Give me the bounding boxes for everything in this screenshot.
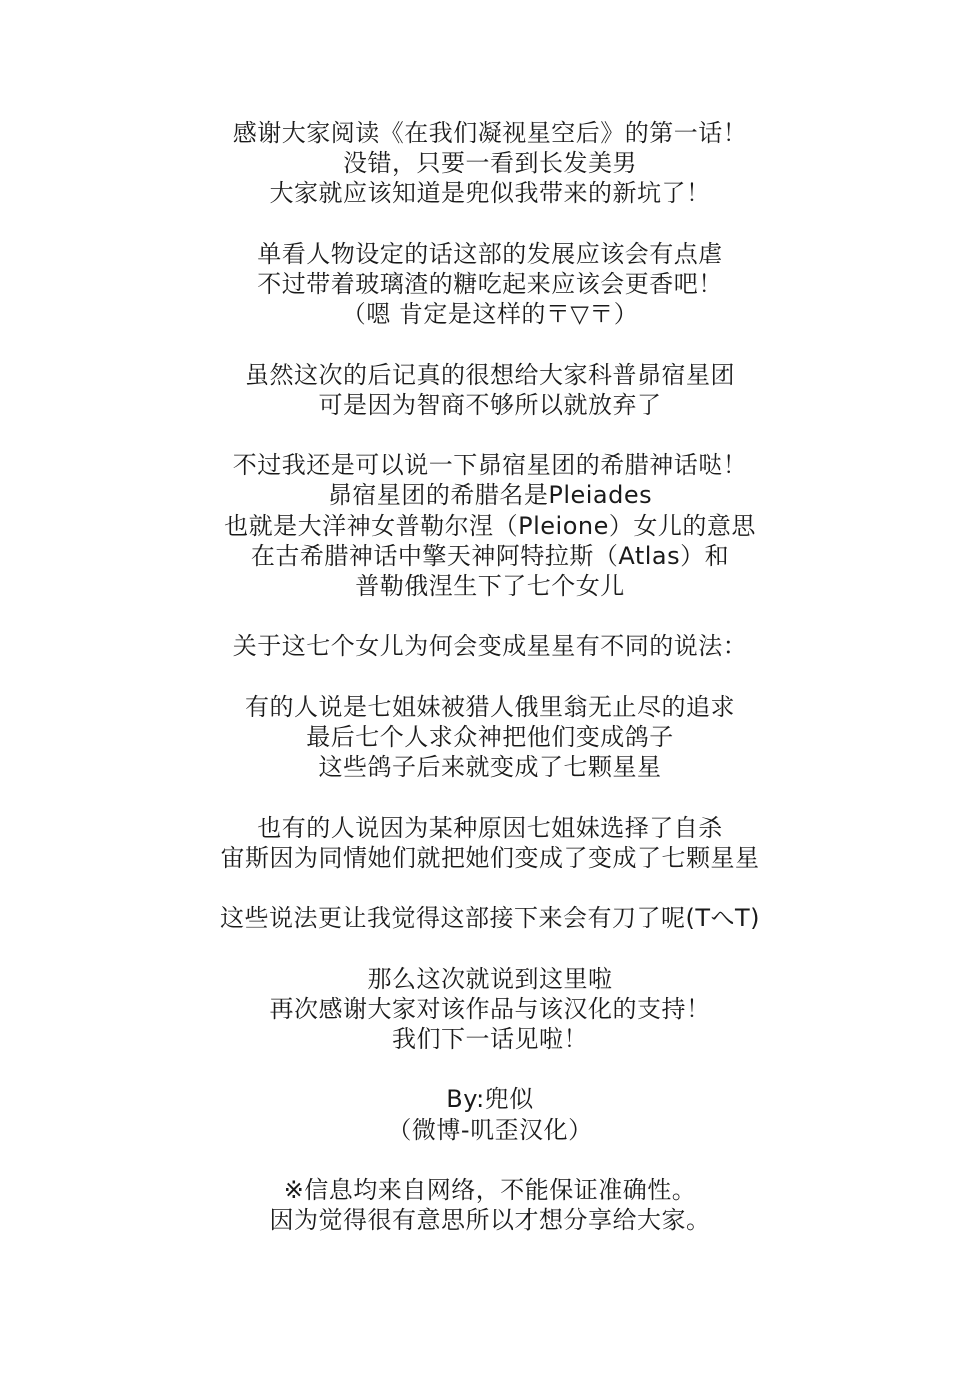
- zeus-version-paragraph: [0, 813, 980, 873]
- text-line: 因为觉得很有意思所以才想分享给大家。: [269, 1206, 711, 1235]
- text-line: 再次感谢大家对该作品与该汉化的支持！: [269, 994, 711, 1023]
- text-line: 没错，只要一看到长发美男: [343, 149, 637, 178]
- closing-paragraph: [0, 964, 980, 1055]
- text-line: 不过我还是可以说一下昴宿星团的希腊神话哒！: [232, 451, 748, 480]
- text-line: 感谢大家阅读《在我们凝视星空后》的第一话！: [232, 119, 748, 147]
- disclaimer-paragraph: [0, 1175, 980, 1235]
- text-line: 在古希腊神话中擎天神阿特拉斯（Atlas）和: [250, 541, 730, 570]
- text-line: 关于这七个女儿为何会变成星星有不同的说法：: [232, 632, 748, 661]
- pigeon-version-paragraph: [0, 692, 980, 783]
- text-line: 有的人说是七姐妹被猎人俄里翁无止尽的追求: [245, 692, 735, 721]
- text-line: 大家就应该知道是兜似我带来的新坑了！: [269, 179, 711, 208]
- comment-paragraph: [0, 903, 980, 933]
- text-line: 宙斯因为同情她们就把她们变成了变成了七颗星星: [220, 843, 760, 872]
- text-line: 这些鸽子后来就变成了七颗星星: [318, 753, 662, 782]
- thanks-paragraph: [0, 118, 980, 209]
- text-line: 可是因为智商不够所以就放弃了: [318, 390, 662, 419]
- text-line: 普勒俄涅生下了七个女儿: [355, 572, 625, 600]
- text-line: 也有的人说因为某种原因七姐妹选择了自杀: [257, 813, 723, 842]
- question-paragraph: [0, 631, 980, 661]
- text-line: ※信息均来自网络，不能保证准确性。: [283, 1175, 697, 1204]
- text-line: 昴宿星团的希腊名是Pleiades: [327, 481, 653, 510]
- text-line: 也就是大洋神女普勒尔涅（Pleione）女儿的意思: [224, 511, 756, 540]
- text-line: 单看人物设定的话这部的发展应该会有点虐: [257, 239, 723, 268]
- text-line: 我们下一话见啦！: [392, 1024, 588, 1053]
- setting-paragraph: [0, 239, 980, 330]
- text-line: 虽然这次的后记真的很想给大家科普昴宿星团: [245, 360, 735, 389]
- text-line: 那么这次就说到这里啦: [367, 964, 613, 993]
- signature-paragraph: [0, 1084, 980, 1144]
- science-paragraph: [0, 360, 980, 420]
- text-line: （嗯 肯定是这样的〒▽〒）: [341, 300, 639, 329]
- text-line: 不过带着玻璃渣的糖吃起来应该会更香吧！: [257, 270, 723, 298]
- myth-paragraph: [0, 450, 980, 601]
- author-signature: By:兜似: [446, 1085, 534, 1114]
- text-line: 这些说法更让我觉得这部接下来会有刀了呢(TへT): [219, 904, 761, 933]
- text-line: 最后七个人求众神把他们变成鸽子: [306, 722, 674, 751]
- group-credit: （微博-叽歪汉化）: [387, 1115, 593, 1144]
- afterword-text: [0, 118, 980, 1235]
